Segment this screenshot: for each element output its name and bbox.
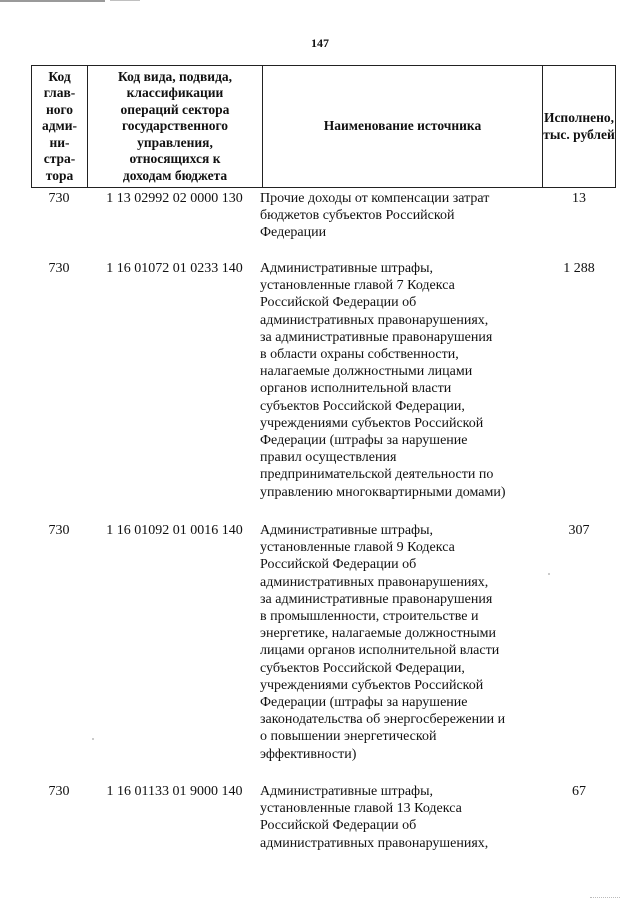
row-source-name bbox=[260, 522, 542, 763]
text-line: учреждениями субъектов Российской bbox=[260, 415, 484, 431]
text-line: Код bbox=[48, 68, 71, 84]
row-executed-amount: 307 bbox=[568, 523, 590, 538]
scan-speck bbox=[548, 573, 550, 575]
row-classification-code: 1 16 01092 01 0016 140 bbox=[106, 523, 243, 538]
text-line: установленные главой 13 Кодекса bbox=[260, 801, 462, 817]
row-admin-code: 730 bbox=[48, 523, 70, 538]
row-executed-amount: 13 bbox=[572, 191, 586, 206]
scan-corner-mark bbox=[590, 897, 620, 904]
text-line: Федерации (штрафы за нарушение bbox=[260, 433, 468, 449]
text-line: Российской Федерации об bbox=[260, 295, 417, 311]
scan-top-rule-fragment bbox=[110, 0, 140, 1]
row-classification-code: 1 16 01133 01 9000 140 bbox=[106, 784, 243, 799]
text-line: установленные главой 9 Кодекса bbox=[260, 540, 455, 556]
text-line: в промышленности, строительстве и bbox=[260, 609, 479, 625]
text-line: тыс. рублей bbox=[543, 126, 615, 142]
text-line: Исполнено, bbox=[543, 110, 615, 125]
text-line: государственного bbox=[121, 118, 229, 134]
row-source-name bbox=[260, 190, 542, 242]
header-classification-code-lines bbox=[118, 69, 232, 185]
header-executed-amount bbox=[543, 66, 615, 187]
text-line: субъектов Российской Федерации, bbox=[260, 660, 465, 676]
text-line: Федерации bbox=[260, 225, 327, 241]
text-line: правил осуществления bbox=[260, 450, 397, 466]
row-classification-code: 1 16 01072 01 0233 140 bbox=[106, 261, 243, 276]
text-line: административных правонарушениях, bbox=[260, 574, 489, 590]
text-line: глав- bbox=[43, 85, 76, 101]
header-source-name bbox=[263, 66, 543, 187]
text-line: административных правонарушениях, bbox=[260, 312, 489, 328]
text-line: эффективности) bbox=[260, 746, 357, 762]
text-line: Федерации (штрафы за нарушение bbox=[260, 695, 468, 711]
scan-top-rule bbox=[0, 0, 105, 2]
header-classification-code bbox=[88, 66, 263, 187]
text-line: доходам бюджета bbox=[122, 167, 228, 183]
text-line: учреждениями субъектов Российской bbox=[260, 677, 484, 693]
text-line: адми- bbox=[41, 118, 78, 134]
row-executed-amount: 67 bbox=[572, 784, 586, 799]
row-executed-amount: 1 288 bbox=[563, 261, 595, 276]
text-line: органов исполнительной власти bbox=[260, 381, 452, 397]
row-classification-code: 1 13 02992 02 0000 130 bbox=[106, 191, 243, 206]
text-line: Административные штрафы, bbox=[260, 523, 434, 538]
row-admin-code: 730 bbox=[48, 261, 70, 276]
header-source-name-lines bbox=[324, 118, 482, 135]
text-line: операций сектора bbox=[120, 101, 230, 117]
text-line: классификации bbox=[126, 85, 224, 101]
text-line: управлению многоквартирными домами) bbox=[260, 484, 506, 500]
header-admin-code-lines bbox=[42, 69, 77, 185]
text-line: за административные правонарушения bbox=[260, 329, 493, 345]
text-line: ного bbox=[45, 101, 74, 117]
row-admin-code: 730 bbox=[48, 784, 70, 799]
text-line: установленные главой 7 Кодекса bbox=[260, 278, 455, 294]
text-line: законодательства об энергосбережении и bbox=[260, 712, 506, 728]
text-line: налагаемые должностными лицами bbox=[260, 364, 473, 380]
text-line: Наименование источника bbox=[323, 118, 482, 134]
text-line: Административные штрафы, bbox=[260, 261, 434, 276]
scan-speck bbox=[92, 738, 94, 740]
text-line: Российской Федерации об bbox=[260, 818, 417, 834]
text-line: тора bbox=[45, 167, 74, 183]
header-executed-amount-lines bbox=[543, 110, 615, 143]
text-line: стра- bbox=[43, 151, 76, 167]
page-number: 147 bbox=[311, 36, 329, 50]
text-line: Прочие доходы от компенсации затрат bbox=[260, 191, 490, 206]
text-line: субъектов Российской Федерации, bbox=[260, 398, 465, 414]
text-line: лицами органов исполнительной власти bbox=[260, 643, 500, 659]
text-line: бюджетов субъектов Российской bbox=[260, 208, 455, 224]
row-source-name bbox=[260, 260, 542, 501]
text-line: предпринимательской деятельности по bbox=[260, 467, 494, 483]
text-line: в области охраны собственности, bbox=[260, 347, 459, 363]
text-line: ни- bbox=[49, 134, 70, 150]
text-line: Административные штрафы, bbox=[260, 784, 434, 799]
table-header bbox=[31, 65, 616, 188]
text-line: относящихся к bbox=[129, 151, 221, 167]
text-line: энергетике, налагаемые должностными bbox=[260, 626, 496, 642]
text-line: о повышении энергетической bbox=[260, 729, 437, 745]
header-admin-code bbox=[32, 66, 88, 187]
text-line: за административные правонарушения bbox=[260, 591, 493, 607]
row-admin-code: 730 bbox=[48, 191, 70, 206]
text-line: Российской Федерации об bbox=[260, 557, 417, 573]
text-line: Код вида, подвида, bbox=[117, 68, 233, 84]
text-line: управления, bbox=[137, 134, 213, 150]
row-source-name bbox=[260, 783, 542, 852]
text-line: административных правонарушениях, bbox=[260, 835, 489, 851]
